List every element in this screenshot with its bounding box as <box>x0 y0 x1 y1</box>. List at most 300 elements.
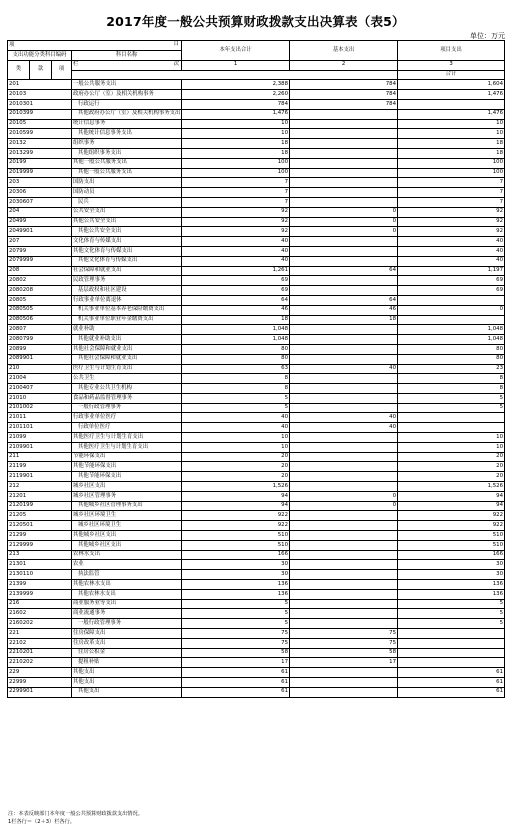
row-total: 94 <box>182 491 290 501</box>
header-section: 款 <box>30 60 52 80</box>
unit-label: 单位：万元 <box>470 32 505 40</box>
row-basic <box>290 540 398 550</box>
table-row <box>8 374 505 384</box>
table-row <box>8 462 505 472</box>
row-code: 21199 <box>8 462 72 472</box>
row-name: 一般行政管理事务 <box>72 619 182 629</box>
header-n3: 3 <box>398 60 505 70</box>
row-project: 5 <box>398 599 505 609</box>
table-row <box>8 570 505 580</box>
table-row <box>8 482 505 492</box>
row-project: 20 <box>398 462 505 472</box>
row-total: 5 <box>182 619 290 629</box>
row-total: 136 <box>182 589 290 599</box>
row-basic <box>290 462 398 472</box>
row-project <box>398 638 505 648</box>
table-row <box>8 609 505 619</box>
row-basic: 18 <box>290 315 398 325</box>
row-basic <box>290 589 398 599</box>
row-project: 10 <box>398 433 505 443</box>
row-total: 100 <box>182 168 290 178</box>
row-project: 922 <box>398 521 505 531</box>
row-total: 5 <box>182 393 290 403</box>
row-name: 执法监管 <box>72 570 182 580</box>
row-total: 784 <box>182 99 290 109</box>
header-project: 项目支出 <box>398 41 505 61</box>
row-basic <box>290 609 398 619</box>
row-name: 其他就业补助支出 <box>72 335 182 345</box>
header-n2: 2 <box>290 60 398 70</box>
total-code <box>72 70 398 80</box>
row-total: 80 <box>182 344 290 354</box>
row-code: 2010599 <box>8 129 72 139</box>
row-project: 8 <box>398 384 505 394</box>
table-row <box>8 629 505 639</box>
row-total: 92 <box>182 207 290 217</box>
row-total: 92 <box>182 217 290 227</box>
header-basic: 基本支出 <box>290 41 398 61</box>
row-basic: 17 <box>290 658 398 668</box>
row-code: 2080506 <box>8 315 72 325</box>
table-row <box>8 109 505 119</box>
table-row <box>8 668 505 678</box>
row-total: 1,261 <box>182 266 290 276</box>
row-project: 5 <box>398 609 505 619</box>
row-total: 7 <box>182 178 290 188</box>
header-item-left: 项 <box>9 41 15 48</box>
row-name: 政府办公厅（室）及相关机构事务 <box>72 90 182 100</box>
header-total: 本年支出合计 <box>182 41 290 61</box>
row-basic: 75 <box>290 638 398 648</box>
row-name: 行政事业单位离退休 <box>72 295 182 305</box>
row-project: 61 <box>398 687 505 697</box>
row-code: 221 <box>8 629 72 639</box>
row-name: 其他医疗卫生与计划生育支出 <box>72 442 182 452</box>
table-row <box>8 276 505 286</box>
row-basic <box>290 197 398 207</box>
row-code: 2079999 <box>8 256 72 266</box>
row-name: 机关事业单位职业年金缴费支出 <box>72 315 182 325</box>
table-row <box>8 423 505 433</box>
row-project: 5 <box>398 403 505 413</box>
row-code: 21205 <box>8 511 72 521</box>
row-basic <box>290 188 398 198</box>
table-row <box>8 305 505 315</box>
row-name: 行政事业单位医疗 <box>72 413 182 423</box>
row-name: 住房改革支出 <box>72 638 182 648</box>
row-name: 机关事业单位基本养老保险缴费支出 <box>72 305 182 315</box>
table-row <box>8 139 505 149</box>
row-basic <box>290 286 398 296</box>
row-project: 0 <box>398 305 505 315</box>
row-basic <box>290 178 398 188</box>
row-code: 2010301 <box>8 99 72 109</box>
row-total: 10 <box>182 442 290 452</box>
row-total: 17 <box>182 658 290 668</box>
row-name: 其他社会保障和就业支出 <box>72 354 182 364</box>
table-row <box>8 315 505 325</box>
row-total: 922 <box>182 521 290 531</box>
row-name: 公共安全支出 <box>72 207 182 217</box>
row-project: 30 <box>398 570 505 580</box>
row-project: 69 <box>398 276 505 286</box>
row-code: 20899 <box>8 344 72 354</box>
row-code: 20802 <box>8 276 72 286</box>
table-row <box>8 178 505 188</box>
header-col-label: 栏 次 <box>72 60 182 70</box>
row-basic <box>290 276 398 286</box>
row-total: 5 <box>182 609 290 619</box>
row-project <box>398 423 505 433</box>
row-basic <box>290 344 398 354</box>
row-code: 2080505 <box>8 305 72 315</box>
row-project: 7 <box>398 178 505 188</box>
row-basic <box>290 668 398 678</box>
table-row <box>8 148 505 158</box>
row-code: 2120501 <box>8 521 72 531</box>
row-name: 其他节能环保支出 <box>72 462 182 472</box>
row-total: 1,048 <box>182 325 290 335</box>
row-project: 1,604 <box>398 80 505 90</box>
row-name: 其他公共安全支出 <box>72 227 182 237</box>
row-total: 20 <box>182 462 290 472</box>
row-name: 其他一般公共服务支出 <box>72 168 182 178</box>
row-project <box>398 315 505 325</box>
row-name: 城乡社区环境卫生 <box>72 521 182 531</box>
row-basic: 64 <box>290 266 398 276</box>
row-name: 医疗卫生与计划生育支出 <box>72 364 182 374</box>
row-name: 其他城乡社区支出 <box>72 531 182 541</box>
row-code: 2080799 <box>8 335 72 345</box>
table-row <box>8 433 505 443</box>
row-name: 文化体育与传媒支出 <box>72 237 182 247</box>
row-name: 行政运行 <box>72 99 182 109</box>
row-project: 92 <box>398 227 505 237</box>
row-code: 2130110 <box>8 570 72 580</box>
row-name: 其他农林水支出 <box>72 589 182 599</box>
row-project: 69 <box>398 286 505 296</box>
row-basic <box>290 374 398 384</box>
row-code: 2120199 <box>8 501 72 511</box>
row-code: 21602 <box>8 609 72 619</box>
table-row <box>8 119 505 129</box>
header-item-right: 目 <box>173 41 180 47</box>
page-title: 2017年度一般公共预算财政拨款支出决算表（表5） <box>106 14 405 29</box>
table-row <box>8 599 505 609</box>
row-project: 1,526 <box>398 482 505 492</box>
table-row <box>8 90 505 100</box>
row-code: 229 <box>8 668 72 678</box>
row-basic: 784 <box>290 90 398 100</box>
row-basic: 75 <box>290 629 398 639</box>
row-project: 5 <box>398 393 505 403</box>
row-basic <box>290 550 398 560</box>
row-basic: 40 <box>290 364 398 374</box>
row-name: 城乡社区环境卫生 <box>72 511 182 521</box>
row-name: 其他城乡社区管理事务支出 <box>72 501 182 511</box>
row-name: 商业服务业等支出 <box>72 599 182 609</box>
row-total: 5 <box>182 599 290 609</box>
row-basic <box>290 687 398 697</box>
row-basic: 0 <box>290 207 398 217</box>
row-basic <box>290 354 398 364</box>
row-code: 21399 <box>8 580 72 590</box>
table-row <box>8 344 505 354</box>
table-row <box>8 511 505 521</box>
table-row <box>8 521 505 531</box>
row-total: 58 <box>182 648 290 658</box>
row-name: 其他统计信息事务支出 <box>72 129 182 139</box>
row-project: 30 <box>398 560 505 570</box>
table-row <box>8 501 505 511</box>
table-row <box>8 384 505 394</box>
row-code: 2030607 <box>8 197 72 207</box>
row-project <box>398 648 505 658</box>
table-row <box>8 589 505 599</box>
table-row <box>8 237 505 247</box>
row-total: 61 <box>182 668 290 678</box>
row-total: 136 <box>182 580 290 590</box>
row-code: 21010 <box>8 393 72 403</box>
row-basic: 0 <box>290 491 398 501</box>
total-row <box>8 70 505 80</box>
row-project: 23 <box>398 364 505 374</box>
row-project: 922 <box>398 511 505 521</box>
row-code: 211 <box>8 452 72 462</box>
row-code: 201 <box>8 80 72 90</box>
row-basic <box>290 393 398 403</box>
row-total: 63 <box>182 364 290 374</box>
row-total: 100 <box>182 158 290 168</box>
header-row-1 <box>8 41 505 51</box>
row-basic <box>290 472 398 482</box>
row-total: 5 <box>182 403 290 413</box>
row-code: 2139999 <box>8 589 72 599</box>
row-code: 20132 <box>8 139 72 149</box>
row-basic <box>290 511 398 521</box>
row-name: 公共卫生 <box>72 374 182 384</box>
row-name: 其他社会保障和就业支出 <box>72 344 182 354</box>
row-total: 10 <box>182 433 290 443</box>
row-name: 其他一般公共服务支出 <box>72 158 182 168</box>
row-project <box>398 658 505 668</box>
row-code: 2109901 <box>8 442 72 452</box>
row-project: 94 <box>398 491 505 501</box>
row-name: 基层政权和社区建设 <box>72 286 182 296</box>
row-project <box>398 413 505 423</box>
row-project: 1,476 <box>398 90 505 100</box>
header-name: 科目名称 <box>72 51 182 61</box>
row-project: 20 <box>398 452 505 462</box>
row-basic <box>290 442 398 452</box>
row-code: 21299 <box>8 531 72 541</box>
table-row <box>8 364 505 374</box>
row-code: 22999 <box>8 678 72 688</box>
row-total: 80 <box>182 354 290 364</box>
row-code: 21099 <box>8 433 72 443</box>
row-total: 2,260 <box>182 90 290 100</box>
row-basic <box>290 168 398 178</box>
row-basic <box>290 531 398 541</box>
table-row <box>8 540 505 550</box>
row-name: 就业补助 <box>72 325 182 335</box>
row-basic <box>290 335 398 345</box>
row-total: 61 <box>182 687 290 697</box>
row-code: 216 <box>8 599 72 609</box>
expenditure-table <box>7 40 505 698</box>
header-kind: 类 <box>8 60 30 80</box>
table-row <box>8 227 505 237</box>
row-total: 92 <box>182 227 290 237</box>
row-project: 94 <box>398 501 505 511</box>
table-row <box>8 393 505 403</box>
row-total: 18 <box>182 148 290 158</box>
table-row <box>8 638 505 648</box>
row-basic <box>290 570 398 580</box>
row-name: 其他城乡社区支出 <box>72 540 182 550</box>
row-total: 64 <box>182 295 290 305</box>
row-total: 40 <box>182 237 290 247</box>
row-basic: 58 <box>290 648 398 658</box>
table-row <box>8 325 505 335</box>
row-basic <box>290 325 398 335</box>
table-row <box>8 207 505 217</box>
row-name: 商业流通事务 <box>72 609 182 619</box>
row-code: 2210202 <box>8 658 72 668</box>
row-basic: 46 <box>290 305 398 315</box>
row-total: 510 <box>182 540 290 550</box>
row-code: 20306 <box>8 188 72 198</box>
row-total: 40 <box>182 246 290 256</box>
row-basic <box>290 246 398 256</box>
row-total: 40 <box>182 256 290 266</box>
row-code: 20105 <box>8 119 72 129</box>
row-name: 住房公积金 <box>72 648 182 658</box>
row-project: 1,197 <box>398 266 505 276</box>
row-name: 农林水支出 <box>72 550 182 560</box>
row-basic: 64 <box>290 295 398 305</box>
table-row <box>8 354 505 364</box>
row-basic <box>290 678 398 688</box>
row-total: 1,476 <box>182 109 290 119</box>
table-row <box>8 99 505 109</box>
row-code: 2019999 <box>8 168 72 178</box>
row-name: 其他支出 <box>72 678 182 688</box>
row-basic <box>290 433 398 443</box>
row-total: 69 <box>182 276 290 286</box>
table-row <box>8 295 505 305</box>
row-name: 国防动员 <box>72 188 182 198</box>
row-code: 20799 <box>8 246 72 256</box>
row-code: 22102 <box>8 638 72 648</box>
row-code: 213 <box>8 550 72 560</box>
row-project: 510 <box>398 540 505 550</box>
row-project: 100 <box>398 158 505 168</box>
row-project: 5 <box>398 619 505 629</box>
row-project: 18 <box>398 139 505 149</box>
table-row <box>8 560 505 570</box>
row-basic <box>290 619 398 629</box>
row-code: 2013299 <box>8 148 72 158</box>
row-project: 100 <box>398 168 505 178</box>
table-row <box>8 531 505 541</box>
row-total: 20 <box>182 472 290 482</box>
row-name: 节能环保支出 <box>72 452 182 462</box>
header-item-cell <box>8 41 182 51</box>
row-basic <box>290 403 398 413</box>
row-project: 92 <box>398 217 505 227</box>
row-name: 组织事务 <box>72 139 182 149</box>
row-project: 136 <box>398 580 505 590</box>
row-code: 212 <box>8 482 72 492</box>
row-basic <box>290 148 398 158</box>
row-code: 210 <box>8 364 72 374</box>
row-code: 2160202 <box>8 619 72 629</box>
row-total: 922 <box>182 511 290 521</box>
table-row <box>8 619 505 629</box>
row-project: 18 <box>398 148 505 158</box>
row-total: 1,048 <box>182 335 290 345</box>
row-basic <box>290 482 398 492</box>
row-name: 住房保障支出 <box>72 629 182 639</box>
row-basic: 784 <box>290 99 398 109</box>
row-code: 20499 <box>8 217 72 227</box>
row-basic <box>290 237 398 247</box>
row-code: 20807 <box>8 325 72 335</box>
row-project: 10 <box>398 129 505 139</box>
row-name: 其他医疗卫生与计划生育支出 <box>72 433 182 443</box>
table-row <box>8 266 505 276</box>
row-total: 18 <box>182 315 290 325</box>
row-project: 1,476 <box>398 109 505 119</box>
row-name: 城乡社区支出 <box>72 482 182 492</box>
table-row <box>8 80 505 90</box>
row-project: 10 <box>398 442 505 452</box>
table-row <box>8 168 505 178</box>
row-name: 其他组织事务支出 <box>72 148 182 158</box>
row-total: 8 <box>182 384 290 394</box>
row-project: 10 <box>398 119 505 129</box>
row-code: 21301 <box>8 560 72 570</box>
row-code: 2101002 <box>8 403 72 413</box>
row-project: 1,048 <box>398 335 505 345</box>
row-name: 社会保障和就业支出 <box>72 266 182 276</box>
row-code: 2049901 <box>8 227 72 237</box>
row-code: 203 <box>8 178 72 188</box>
row-name: 统计信息事务 <box>72 119 182 129</box>
table-row <box>8 403 505 413</box>
row-total: 2,388 <box>182 80 290 90</box>
row-code: 207 <box>8 237 72 247</box>
table-row <box>8 491 505 501</box>
table-row <box>8 550 505 560</box>
row-code: 20103 <box>8 90 72 100</box>
row-total: 75 <box>182 629 290 639</box>
row-project: 1,048 <box>398 325 505 335</box>
row-project: 20 <box>398 472 505 482</box>
row-name: 其他节能环保支出 <box>72 472 182 482</box>
row-basic: 0 <box>290 217 398 227</box>
row-total: 18 <box>182 139 290 149</box>
row-code: 2101101 <box>8 423 72 433</box>
row-name: 行政单位医疗 <box>72 423 182 433</box>
row-basic <box>290 139 398 149</box>
total-name: 合计 <box>398 70 505 80</box>
notes <box>8 810 143 826</box>
row-total: 8 <box>182 374 290 384</box>
row-code: 21011 <box>8 413 72 423</box>
row-project <box>398 295 505 305</box>
